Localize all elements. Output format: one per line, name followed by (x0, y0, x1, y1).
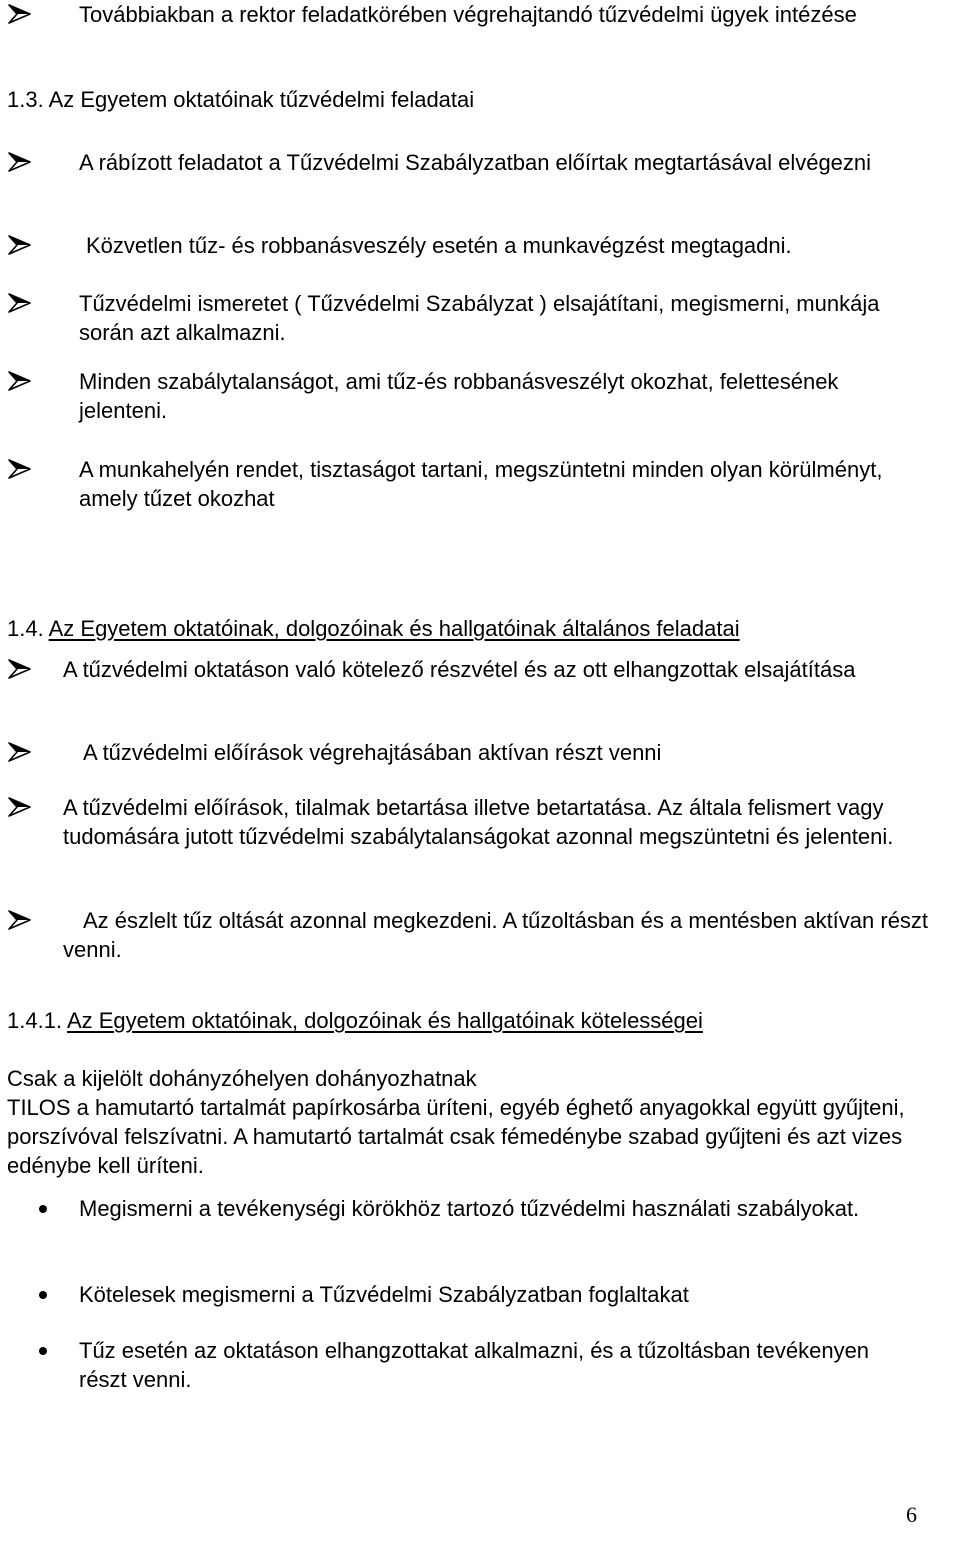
section-number: 1.4.1. (7, 1008, 63, 1033)
arrow-bullet-icon (8, 293, 32, 313)
arrow-bullet-icon (8, 152, 32, 172)
arrow-bullet-icon (8, 742, 32, 762)
section-heading-1-4-1 (7, 1006, 947, 1035)
list-item: Az észlelt tűz oltását azonnal megkezdeni. A tűzoltásban és a mentésben aktívan részt venni. (63, 908, 929, 962)
section-title: Az Egyetem oktatóinak, dolgozóinak és hallgatóinak kötelességei (66, 1008, 703, 1033)
paragraph: Csak a kijelölt dohányzóhelyen dohányozhatnak (7, 1066, 477, 1091)
list-item: A tűzvédelmi előírások, tilalmak betartása illetve betartatása. Az általa felismert vagy tudomására jutott tűzvédelmi szabálytalanságokat azonnal megszüntetni és jelenteni. (63, 795, 894, 849)
section-heading-1-4 (7, 614, 947, 643)
list-item: Tűzvédelmi ismeretet ( Tűzvédelmi Szabályzat ) elsajátítani, megismerni, munkája során azt alkalmazni. (79, 291, 880, 345)
section-title: Az Egyetem oktatóinak, dolgozóinak és hallgatóinak általános feladatai (48, 616, 740, 641)
list-item: A tűzvédelmi oktatáson való kötelező részvétel és az ott elhangzottak elsajátítása (63, 657, 856, 682)
arrow-bullet-icon (8, 371, 32, 391)
list-item: Minden szabálytalanságot, ami tűz-és robbanásveszélyt okozhat, felettesének jelenteni. (79, 369, 839, 423)
arrow-bullet-icon (8, 235, 32, 255)
arrow-bullet-icon (8, 459, 32, 479)
section-heading-1-3: 1.3. Az Egyetem oktatóinak tűzvédelmi feladatai (7, 87, 475, 112)
list-item: A tűzvédelmi előírások végrehajtásában aktívan részt venni (83, 740, 662, 765)
page-number: 6 (906, 1502, 917, 1527)
list-item: Továbbiakban a rektor feladatkörében végrehajtandó tűzvédelmi ügyek intézése (79, 2, 857, 27)
dot-bullet-icon (39, 1347, 47, 1355)
arrow-bullet-icon (8, 4, 32, 24)
arrow-bullet-icon (8, 797, 32, 817)
paragraph: TILOS a hamutartó tartalmát papírkosárba üríteni, egyéb éghető anyagokkal együtt gyűjteni, porszívóval felszívatni. A hamutartó tartalmát csak fémedénybe szabad gyűjteni és azt vizes edénybe kell üríteni. (7, 1095, 905, 1178)
list-item: Kötelesek megismerni a Tűzvédelmi Szabályzatban foglaltakat (79, 1282, 689, 1307)
arrow-bullet-icon (8, 659, 32, 679)
dot-bullet-icon (39, 1291, 47, 1299)
list-item: Közvetlen tűz- és robbanásveszély esetén a munkavégzést megtagadni. (86, 233, 792, 258)
section-number: 1.4. (7, 616, 44, 641)
arrow-bullet-icon (8, 910, 32, 930)
list-item: Tűz esetén az oktatáson elhangzottakat alkalmazni, és a tűzoltásban tevékenyen részt venni. (79, 1338, 870, 1392)
list-item: A munkahelyén rendet, tisztaságot tartani, megszüntetni minden olyan körülményt, amely tűzet okozhat (79, 457, 883, 511)
list-item: Megismerni a tevékenységi körökhöz tartozó tűzvédelmi használati szabályokat. (79, 1196, 860, 1221)
dot-bullet-icon (39, 1205, 47, 1213)
list-item: A rábízott feladatot a Tűzvédelmi Szabályzatban előírtak megtartásával elvégezni (79, 150, 872, 175)
